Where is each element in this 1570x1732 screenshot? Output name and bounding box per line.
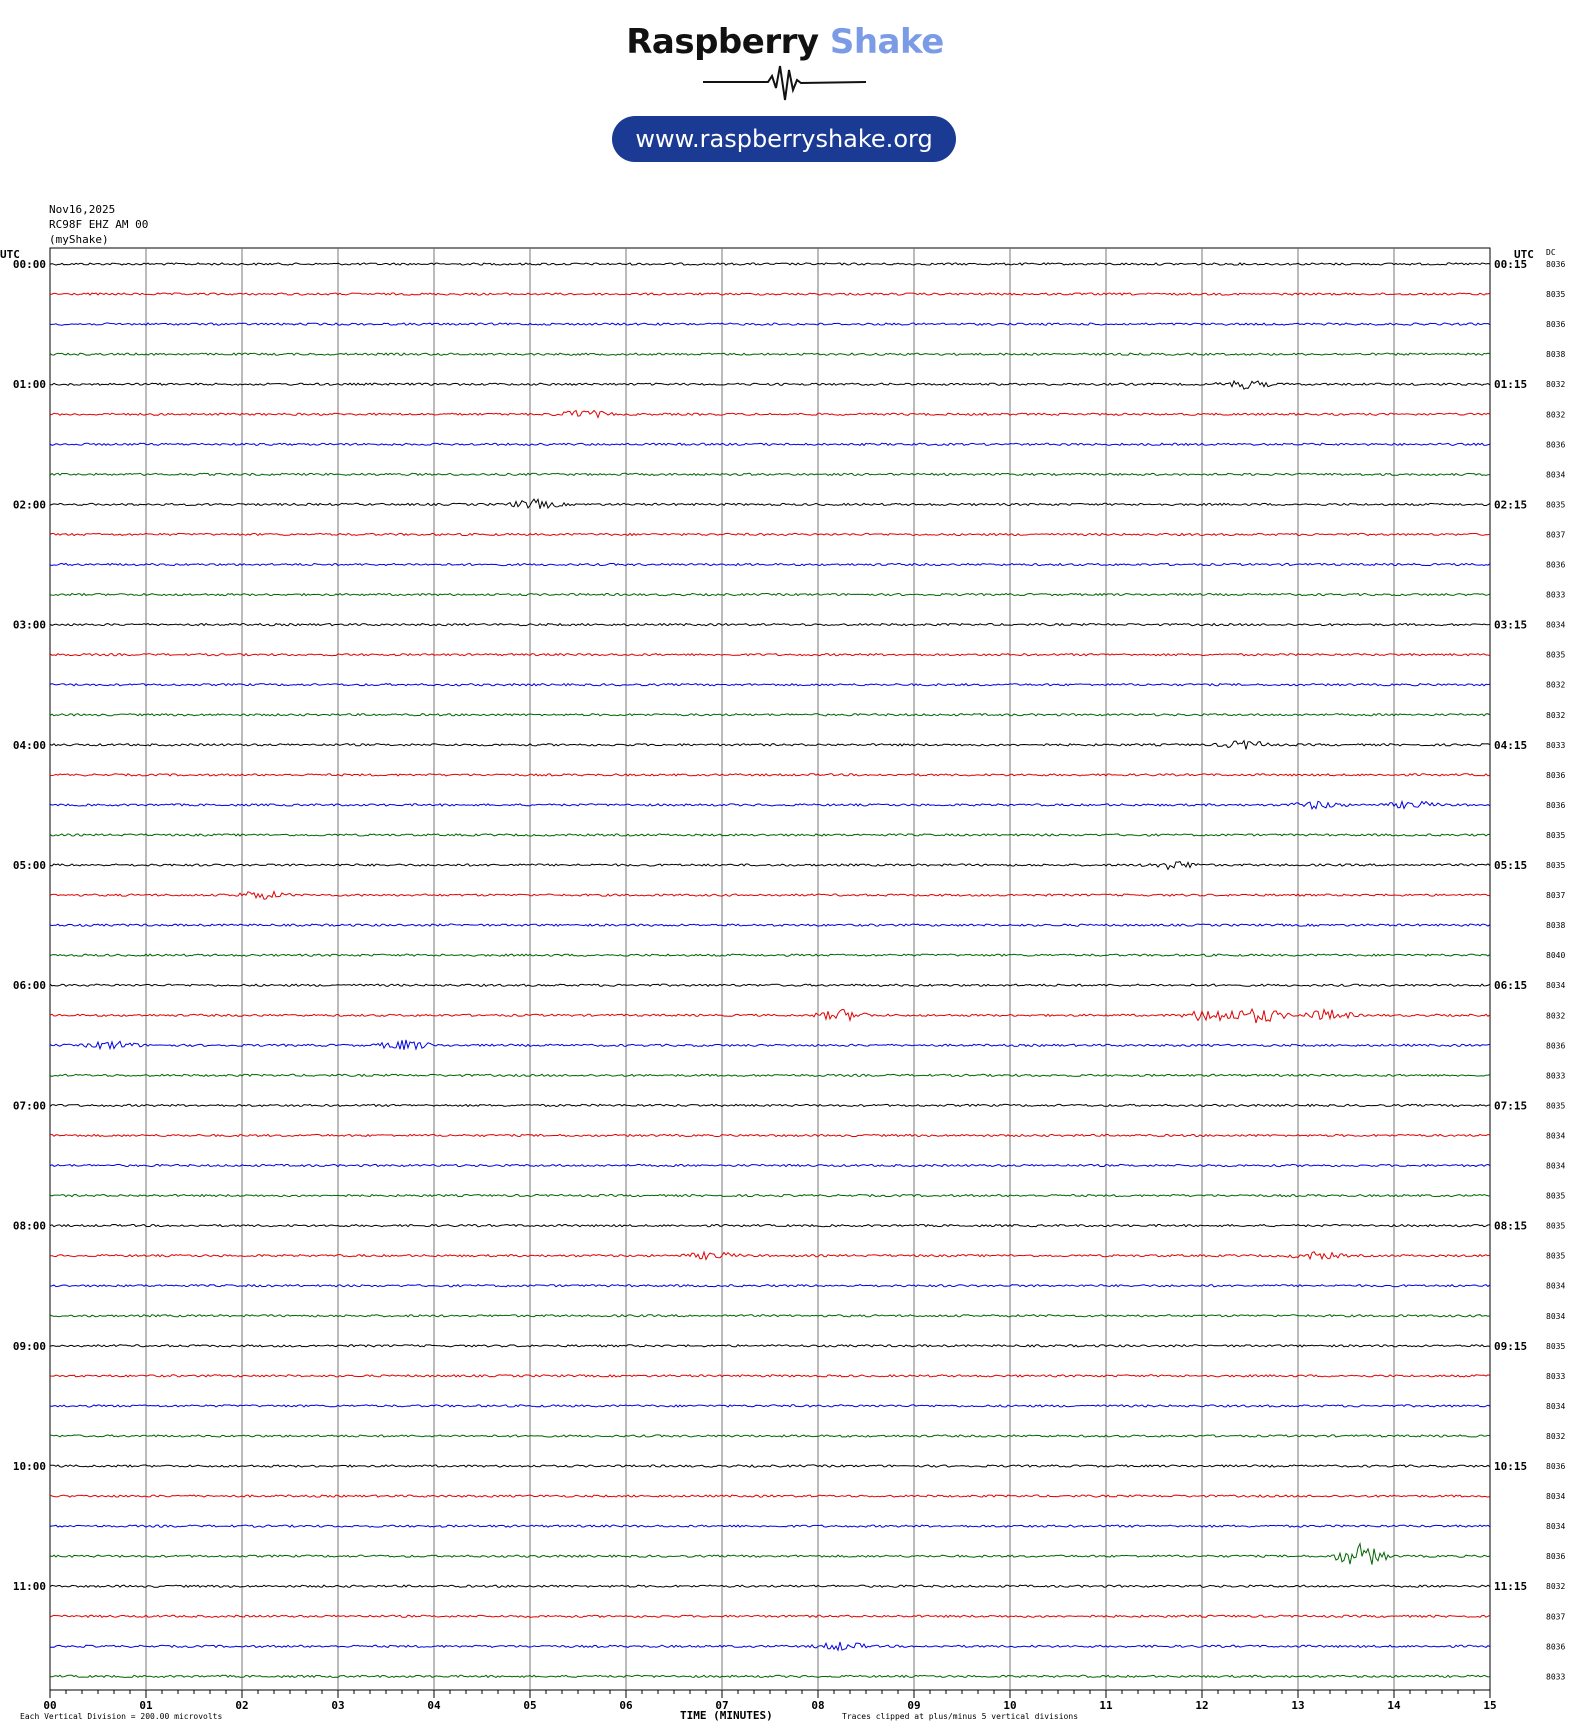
seismic-trace (50, 1435, 1490, 1437)
seismic-trace (50, 353, 1490, 355)
dc-column-title: DC (1546, 248, 1556, 257)
seismic-trace (50, 624, 1490, 626)
seismic-trace (50, 443, 1490, 445)
dc-value: 8036 (1546, 770, 1566, 780)
dc-value: 8032 (1546, 380, 1566, 390)
seismic-trace (50, 774, 1490, 776)
x-tick-label: 00 (43, 1699, 57, 1712)
station-owner: (myShake) (49, 233, 109, 246)
seismic-trace (50, 1615, 1490, 1617)
left-time-label: 06:00 (12, 979, 46, 993)
seismic-trace (50, 1285, 1490, 1287)
right-time-label: 06:15 (1494, 979, 1528, 993)
dc-value: 8034 (1546, 1492, 1566, 1502)
seismic-trace (50, 1544, 1490, 1565)
dc-value: 8035 (1546, 650, 1566, 660)
x-tick-label: 14 (1387, 1699, 1401, 1712)
dc-value: 8033 (1546, 740, 1566, 750)
seismic-trace (50, 1465, 1490, 1467)
scale-note: Each Vertical Division = 200.00 microvolts (20, 1712, 223, 1721)
dc-value: 8036 (1546, 800, 1566, 810)
seismic-trace (50, 1040, 1490, 1050)
right-axis-title: UTC (1514, 248, 1534, 261)
seismic-trace (50, 381, 1490, 389)
seismic-trace (50, 499, 1490, 509)
left-time-label: 00:00 (12, 258, 46, 271)
dc-value: 8035 (1546, 1101, 1566, 1111)
dc-value: 8037 (1546, 530, 1566, 540)
dc-value: 8034 (1546, 470, 1566, 480)
dc-value: 8037 (1546, 891, 1566, 901)
dc-value: 8032 (1546, 410, 1566, 420)
seismic-trace (50, 834, 1490, 836)
dc-value: 8033 (1546, 1071, 1566, 1081)
right-time-label: 07:15 (1494, 1099, 1528, 1113)
x-tick-label: 03 (331, 1699, 345, 1712)
dc-value: 8035 (1546, 861, 1566, 870)
seismic-trace (50, 1495, 1490, 1497)
seismic-trace (50, 984, 1490, 986)
dc-value: 8033 (1546, 590, 1566, 600)
seismic-trace (50, 533, 1490, 535)
seismic-trace (50, 654, 1490, 656)
left-time-label: 05:00 (12, 859, 46, 872)
seismic-trace (50, 594, 1490, 596)
left-time-label: 08:00 (12, 1219, 46, 1233)
dc-value: 8032 (1546, 710, 1566, 720)
dc-value: 8037 (1546, 1612, 1566, 1622)
seismic-trace (50, 473, 1490, 475)
x-tick-label: 01 (139, 1699, 153, 1712)
x-tick-label: 06 (619, 1699, 633, 1712)
x-tick-label: 05 (523, 1699, 537, 1712)
dc-value: 8036 (1546, 1462, 1566, 1471)
dc-value: 8034 (1546, 1401, 1566, 1411)
left-time-label: 09:00 (12, 1339, 46, 1353)
brand-word-raspberry: Raspberry (626, 22, 819, 62)
seismic-trace (50, 741, 1490, 750)
right-time-label: 11:15 (1494, 1580, 1528, 1594)
dc-value: 8035 (1546, 830, 1566, 840)
dc-value: 8035 (1546, 1221, 1566, 1231)
x-tick-label: 07 (715, 1699, 729, 1712)
left-time-label: 03:00 (12, 618, 46, 632)
plot-frame (50, 248, 1490, 1690)
seismic-trace (50, 1375, 1490, 1377)
dc-value: 8040 (1546, 951, 1566, 961)
x-tick-label: 12 (1195, 1699, 1209, 1712)
right-time-label: 08:15 (1494, 1219, 1528, 1233)
dc-value: 8035 (1546, 1341, 1566, 1351)
dc-value: 8034 (1546, 1281, 1566, 1291)
seismic-trace (50, 1525, 1490, 1527)
x-tick-label: 04 (427, 1699, 441, 1712)
seismic-trace (50, 924, 1490, 926)
dc-value: 8035 (1546, 500, 1566, 510)
dc-value: 8034 (1546, 620, 1566, 630)
right-time-label: 00:15 (1494, 258, 1528, 271)
seismic-trace (50, 1405, 1490, 1407)
seismic-trace (50, 1009, 1490, 1023)
x-tick-label: 15 (1483, 1699, 1497, 1712)
seismic-trace (50, 1164, 1490, 1166)
seismic-trace (50, 1134, 1490, 1136)
right-time-label: 05:15 (1494, 859, 1528, 872)
seismic-trace (50, 1225, 1490, 1227)
left-time-label: 11:00 (12, 1580, 46, 1594)
dc-value: 8034 (1546, 1131, 1566, 1141)
seismic-trace (50, 1195, 1490, 1197)
right-time-label: 04:15 (1494, 738, 1528, 752)
dc-value: 8036 (1546, 1041, 1566, 1051)
seismic-trace (50, 1104, 1490, 1106)
seismic-trace (50, 1074, 1490, 1076)
seismic-trace (50, 1315, 1490, 1317)
x-tick-label: 11 (1099, 1699, 1113, 1712)
dc-value: 8034 (1546, 1311, 1566, 1321)
dc-value: 8032 (1546, 680, 1566, 690)
plot-date: Nov16,2025 (49, 203, 116, 216)
x-tick-label: 10 (1003, 1699, 1017, 1712)
right-time-label: 03:15 (1494, 618, 1528, 632)
dc-value: 8036 (1546, 1642, 1566, 1652)
x-tick-label: 02 (235, 1699, 249, 1712)
left-time-label: 10:00 (12, 1460, 46, 1473)
seismic-trace (50, 1252, 1490, 1260)
dc-value: 8036 (1546, 560, 1566, 570)
right-time-label: 10:15 (1494, 1460, 1528, 1473)
left-time-label: 01:00 (12, 378, 46, 392)
left-time-label: 07:00 (12, 1099, 46, 1113)
clip-note: Traces clipped at plus/minus 5 vertical divisions (842, 1712, 1079, 1721)
dc-value: 8034 (1546, 1522, 1566, 1532)
seismic-trace (50, 801, 1490, 809)
dc-value: 8033 (1546, 1371, 1566, 1381)
seismic-trace (50, 954, 1490, 956)
seismic-trace (50, 1675, 1490, 1677)
x-tick-label: 09 (907, 1699, 921, 1712)
seismic-trace (50, 293, 1490, 295)
dc-value: 8036 (1546, 320, 1566, 330)
station-id: RC98F EHZ AM 00 (49, 218, 149, 231)
dc-value: 8036 (1546, 440, 1566, 450)
dc-value: 8034 (1546, 981, 1566, 991)
dc-value: 8035 (1546, 1251, 1566, 1261)
x-axis-title: TIME (MINUTES) (680, 1709, 773, 1722)
dc-value: 8032 (1546, 1431, 1566, 1441)
dc-value: 8032 (1546, 1011, 1566, 1021)
seismic-trace (50, 1585, 1490, 1587)
seismic-trace (50, 323, 1490, 325)
dc-value: 8034 (1546, 1161, 1566, 1171)
dc-value: 8032 (1546, 1582, 1566, 1592)
dc-value: 8036 (1546, 260, 1566, 269)
x-tick-label: 13 (1291, 1699, 1305, 1712)
dc-value: 8038 (1546, 350, 1566, 360)
seismic-trace (50, 1642, 1490, 1650)
seismic-trace (50, 714, 1490, 716)
dc-value: 8033 (1546, 1672, 1566, 1682)
website-url-link[interactable]: www.raspberryshake.org (612, 116, 956, 162)
right-time-label: 01:15 (1494, 378, 1528, 392)
dc-value: 8036 (1546, 1552, 1566, 1562)
seismic-trace (50, 1345, 1490, 1347)
x-tick-label: 08 (811, 1699, 825, 1712)
left-time-label: 04:00 (12, 738, 46, 752)
dc-value: 8038 (1546, 921, 1566, 931)
brand-word-shake: Shake (829, 22, 944, 62)
seismic-trace (50, 684, 1490, 686)
left-axis-title: UTC (0, 248, 20, 261)
dc-value: 8035 (1546, 290, 1566, 300)
left-time-label: 02:00 (12, 498, 46, 512)
seismic-trace (50, 862, 1490, 870)
right-time-label: 09:15 (1494, 1339, 1528, 1353)
right-time-label: 02:15 (1494, 498, 1528, 512)
seismic-trace (50, 892, 1490, 900)
seismic-trace (50, 563, 1490, 565)
seismic-trace (50, 263, 1490, 265)
seismic-trace (50, 411, 1490, 418)
dc-value: 8035 (1546, 1191, 1566, 1201)
